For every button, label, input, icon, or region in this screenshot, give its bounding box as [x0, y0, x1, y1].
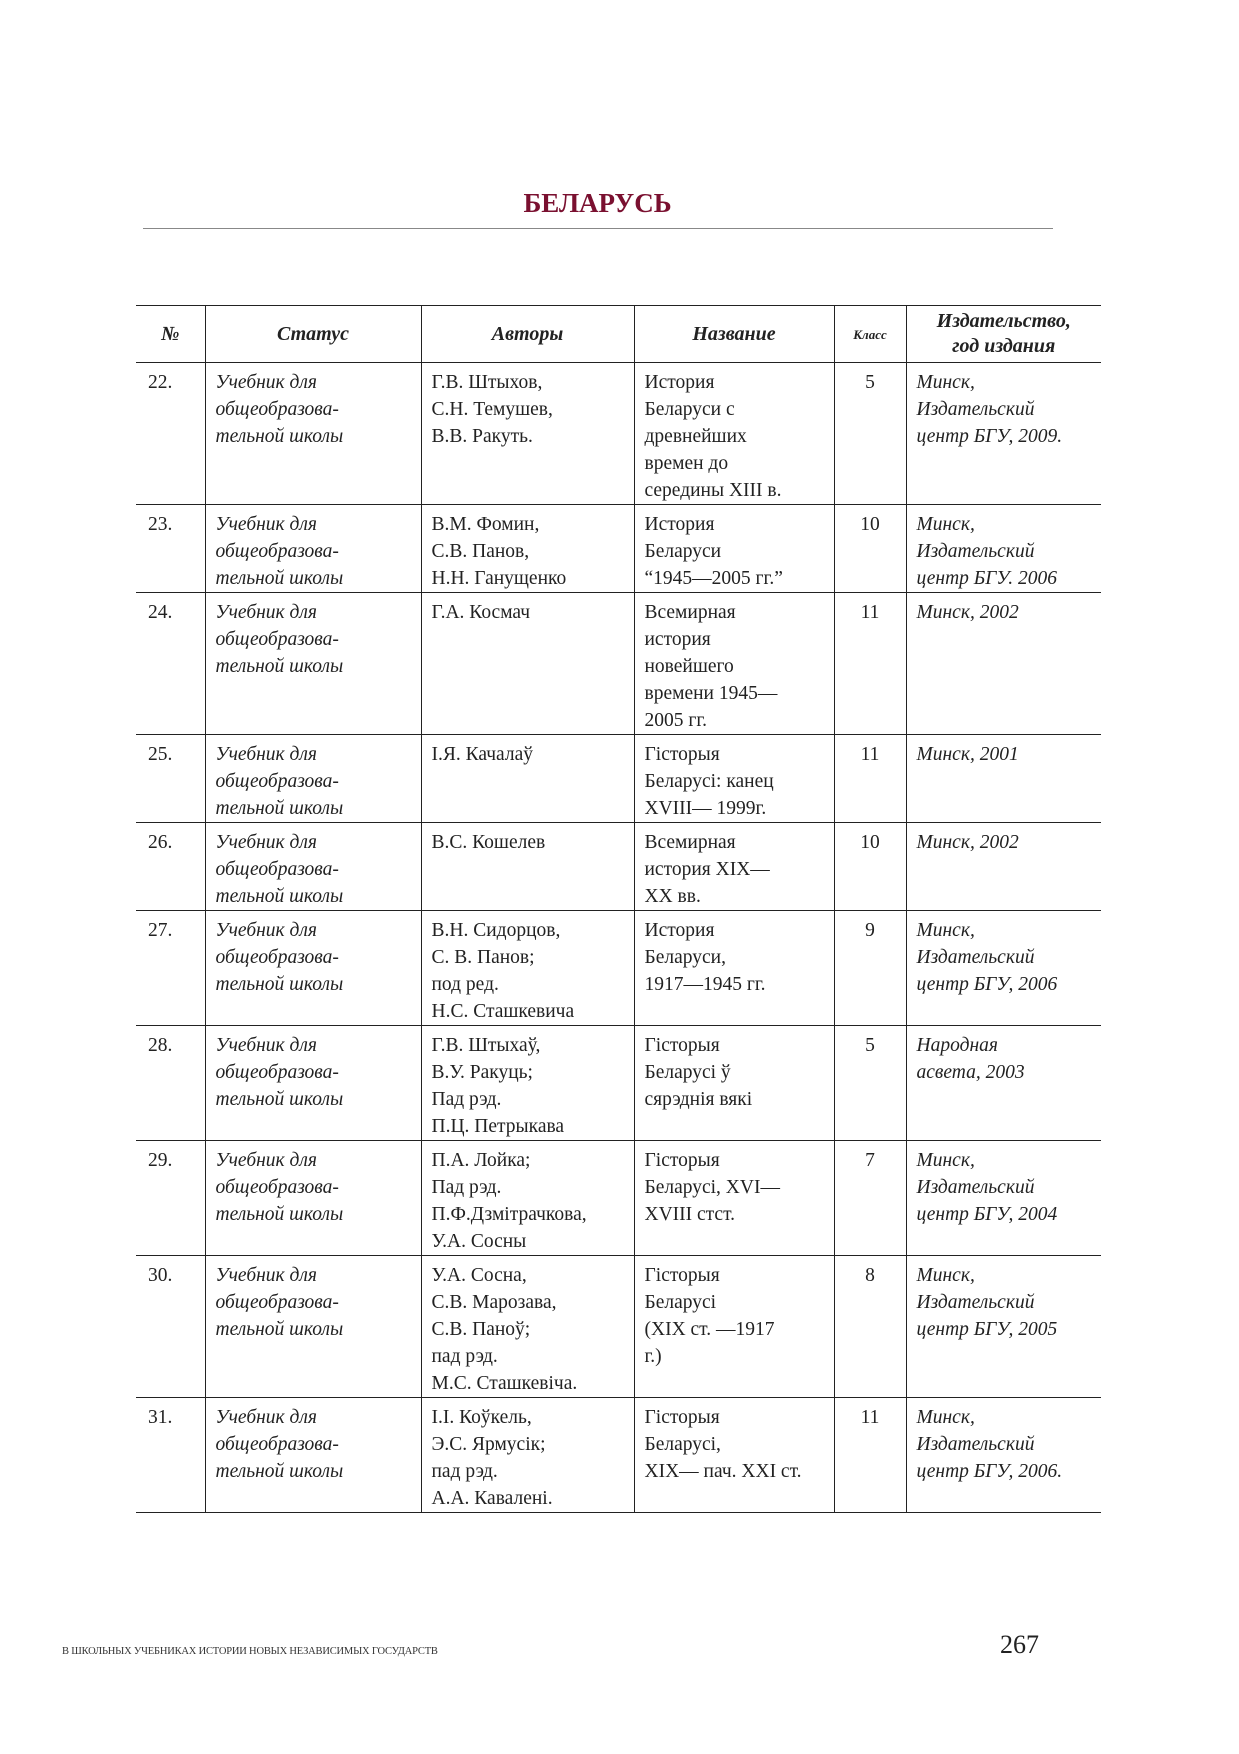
row-number: 27.	[148, 920, 173, 941]
row-name: Гісторыя Беларусі (XIX ст. —1917 г.)	[634, 1256, 834, 1398]
row-authors: В.С. Кошелев	[421, 823, 634, 911]
header-title: Название	[634, 306, 834, 363]
row-number: 26.	[148, 832, 173, 853]
header-publisher: Издательство, год издания	[906, 306, 1101, 363]
row-name: Всемирная история новейшего времени 1945— 2005 гг.	[634, 593, 834, 735]
table-row	[136, 1398, 1101, 1513]
row-publisher: Минск, Издательский центр БГУ, 2006.	[906, 1398, 1101, 1513]
row-name: История Беларуси “1945—2005 гг.”	[634, 505, 834, 593]
row-class: 5	[834, 1026, 906, 1141]
row-publisher: Минск, 2002	[906, 823, 1101, 911]
row-status: Учебник для общеобразова- тельной школы	[205, 911, 421, 1026]
row-authors: В.Н. Сидорцов, С. В. Панов; под ред. Н.С. Сташкевича	[421, 911, 634, 1026]
row-name: История Беларуси, 1917—1945 гг.	[634, 911, 834, 1026]
table-row	[136, 593, 1101, 735]
row-name: Гісторыя Беларусі: канец XVIII— 1999г.	[634, 735, 834, 823]
header-authors: Авторы	[421, 306, 634, 363]
row-authors: І.Я. Качалаў	[421, 735, 634, 823]
row-publisher: Народная асвета, 2003	[906, 1026, 1101, 1141]
row-status: Учебник для общеобразова- тельной школы	[205, 363, 421, 505]
row-authors: Г.А. Космач	[421, 593, 634, 735]
row-publisher: Минск, Издательский центр БГУ, 2004	[906, 1141, 1101, 1256]
running-footer: В ШКОЛЬНЫХ УЧЕБНИКАХ ИСТОРИИ НОВЫХ НЕЗАВИСИМЫХ ГОСУДАРСТВ	[62, 1646, 438, 1657]
row-authors: В.М. Фомин, С.В. Панов, Н.Н. Ганущенко	[421, 505, 634, 593]
header-class: Класс	[834, 306, 906, 363]
textbooks-table	[136, 305, 1101, 1513]
row-class: 11	[834, 1398, 906, 1513]
table-row	[136, 505, 1101, 593]
row-class: 11	[834, 593, 906, 735]
table-row	[136, 911, 1101, 1026]
row-class: 5	[834, 363, 906, 505]
row-status: Учебник для общеобразова- тельной школы	[205, 1026, 421, 1141]
table-row	[136, 1256, 1101, 1398]
row-number: 25.	[148, 744, 173, 765]
title-divider	[143, 228, 1053, 229]
table-row	[136, 735, 1101, 823]
row-status: Учебник для общеобразова- тельной школы	[205, 593, 421, 735]
row-name: История Беларуси с древнейших времен до середины XIII в.	[634, 363, 834, 505]
table-row	[136, 1141, 1101, 1256]
table-header-row	[136, 306, 1101, 363]
page-number: 267	[1000, 1630, 1039, 1659]
row-class: 8	[834, 1256, 906, 1398]
section-title: БЕЛАРУСЬ	[523, 188, 672, 218]
row-name: Гісторыя Беларусі, XIX— пач. XXI ст.	[634, 1398, 834, 1513]
row-authors: І.І. Коўкель, Э.С. Ярмусік; пад рэд. А.А. Каваленi.	[421, 1398, 634, 1513]
table-row	[136, 1026, 1101, 1141]
row-number: 22.	[148, 372, 173, 393]
row-class: 11	[834, 735, 906, 823]
row-authors: П.А. Лойка; Пад рэд. П.Ф.Дзмітрачкова, У.А. Сосны	[421, 1141, 634, 1256]
row-class: 10	[834, 823, 906, 911]
row-number: 31.	[148, 1407, 173, 1428]
row-publisher: Минск, Издательский центр БГУ, 2009.	[906, 363, 1101, 505]
row-status: Учебник для общеобразова- тельной школы	[205, 1256, 421, 1398]
row-number: 28.	[148, 1035, 173, 1056]
row-status: Учебник для общеобразова- тельной школы	[205, 823, 421, 911]
row-authors: Г.В. Штыхов, С.Н. Темушев, В.В. Ракуть.	[421, 363, 634, 505]
row-publisher: Минск, Издательский центр БГУ. 2006	[906, 505, 1101, 593]
row-name: Гісторыя Беларусі, XVI— XVIII стст.	[634, 1141, 834, 1256]
header-status: Статус	[205, 306, 421, 363]
row-authors: Г.В. Штыхаў, В.У. Ракуць; Пад рэд. П.Ц. Петрыкава	[421, 1026, 634, 1141]
table-row	[136, 363, 1101, 505]
row-class: 10	[834, 505, 906, 593]
row-number: 23.	[148, 514, 173, 535]
row-publisher: Минск, 2001	[906, 735, 1101, 823]
row-number: 29.	[148, 1150, 173, 1171]
table-row	[136, 823, 1101, 911]
row-number: 24.	[148, 602, 173, 623]
row-class: 9	[834, 911, 906, 1026]
row-name: Гісторыя Беларусі ў сярэднія вякі	[634, 1026, 834, 1141]
row-publisher: Минск, Издательский центр БГУ, 2005	[906, 1256, 1101, 1398]
header-number: №	[161, 322, 180, 345]
row-authors: У.А. Сосна, С.В. Марозава, С.В. Паноў; пад рэд. М.С. Сташкевіча.	[421, 1256, 634, 1398]
row-publisher: Минск, Издательский центр БГУ, 2006	[906, 911, 1101, 1026]
row-publisher: Минск, 2002	[906, 593, 1101, 735]
row-number: 30.	[148, 1265, 173, 1286]
row-status: Учебник для общеобразова- тельной школы	[205, 1398, 421, 1513]
row-class: 7	[834, 1141, 906, 1256]
row-name: Всемирная история XIX— XX вв.	[634, 823, 834, 911]
row-status: Учебник для общеобразова- тельной школы	[205, 505, 421, 593]
row-status: Учебник для общеобразова- тельной школы	[205, 735, 421, 823]
row-status: Учебник для общеобразова- тельной школы	[205, 1141, 421, 1256]
